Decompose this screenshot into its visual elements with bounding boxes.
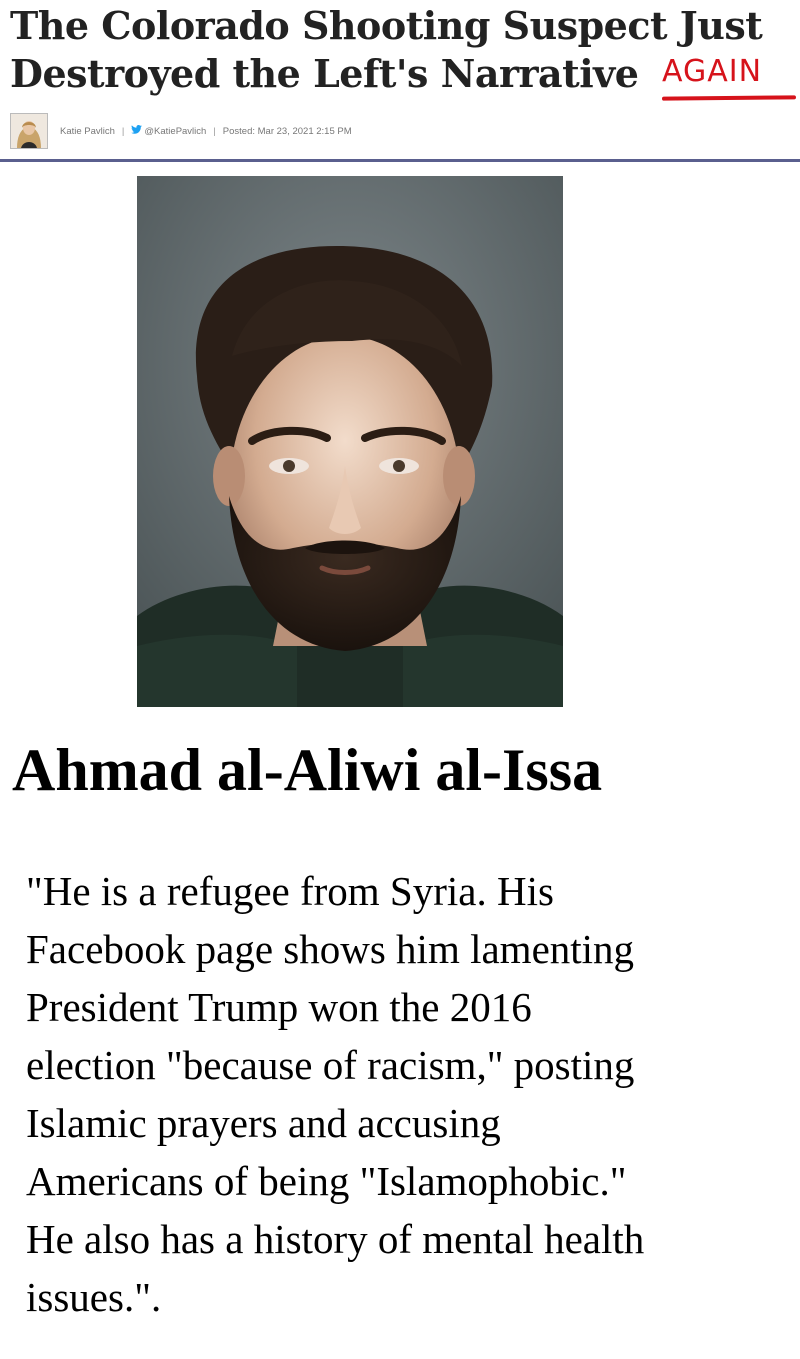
quote-line: He also has a history of mental health: [26, 1216, 645, 1262]
handwritten-annotation: AGAIN: [662, 54, 763, 89]
quote-line: President Trump won the 2016: [26, 984, 532, 1030]
quote-line: Facebook page shows him lamenting: [26, 926, 635, 972]
suspect-mugshot-photo: [137, 176, 563, 707]
quote-line: Americans of being "Islamophobic.": [26, 1158, 627, 1204]
headline-line-1: The Colorado Shooting Suspect Just: [10, 3, 763, 48]
twitter-handle-link[interactable]: @KatiePavlich: [144, 125, 207, 137]
header-divider: [0, 159, 800, 162]
byline-separator: |: [121, 125, 125, 137]
headline-line-2: Destroyed the Left's Narrative: [10, 51, 639, 96]
posted-date: Posted: Mar 23, 2021 2:15 PM: [222, 125, 352, 137]
suspect-name-caption: Ahmad al-Aliwi al-Issa: [12, 737, 603, 803]
byline-separator: |: [213, 125, 216, 137]
quote-line: Islamic prayers and accusing: [26, 1100, 501, 1146]
twitter-bird-icon: [131, 125, 142, 137]
quote-line: election "because of racism," posting: [26, 1042, 635, 1088]
author-name[interactable]: Katie Pavlich: [60, 125, 115, 137]
annotation-underline: [662, 95, 796, 100]
byline: [10, 114, 790, 148]
quote-paragraph: [26, 862, 796, 1326]
author-avatar[interactable]: [10, 113, 48, 149]
quote-line: issues.".: [26, 1274, 162, 1320]
quote-line: "He is a refugee from Syria. His: [26, 868, 554, 914]
